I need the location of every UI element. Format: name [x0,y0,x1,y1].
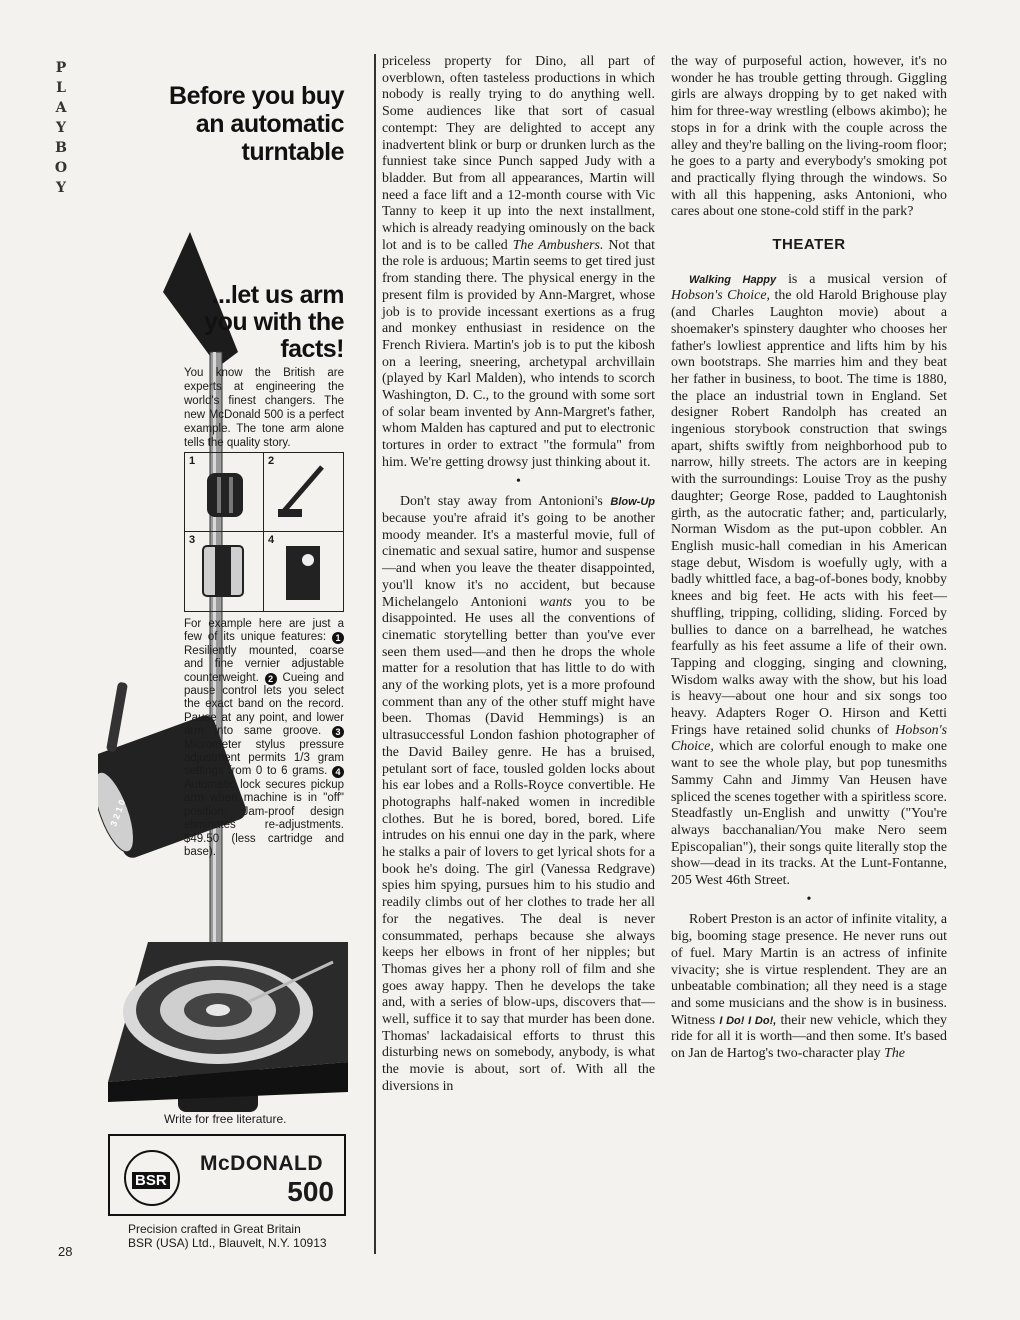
paragraph-text: you to be disappointed. He uses all the conventions of cinematic storytelling better than you've ever seen them used—and then he drops the whole matter for a resolution that has little to do with any of the working plots, yet is a more profound comment than any of the other stuff might have been. Thomas (David Hemmings) is an ultrasuccessful London fashion photographer of the David Bailey genre. He has a bruised, petulant sort of face, tousled golden locks about his ear lobes and a Rolls-Royce convertible. He photographs half-naked women in incredible clothes. But he is bored, bored, bored. Life intrudes on his ennui one day in the park, where he stalks a pair of lovers to get lyrical shots for a book he's doing. The girl (Vanessa Redgrave) spies him spying, pursues him to his studio and readily climbs out of her clothes to trade her all for the negatives. The deal is never consummated, perhaps because she always keeps her elbows in front of her nipples; but Thomas gives her a phony roll of film and she goes away happy. Then he develops the take and, with a series of blow-ups, discovers that—well, suffice it to say that murder has been done. Thomas' lackadaisical efforts to thrust this disturbing news on somebody, anybody, is what the movie is about, sort of. With all the diversions in [382,594,655,1094]
feature-bullet: 3 [332,726,344,738]
vernier-dial-numbers: 3 2 1 0 [108,798,128,828]
emphasis: wants [539,594,572,610]
paragraph-text: Not that the role is arduous; Martin seems to get tired just from standing there. The physical energy in the present film is provided by Ann-Margret, whose job is to provide incessant exertions as a frug and monkey enthusiast in residence on the French Riviera. Martin's job is to put the kibosh on a leering, sneering, archetypal archvillain (played by Karl Malden), who intends to scorch Washington, D. C., to the ground with some sort of solar beam invented by Ann-Margret's father, whom Malden has captured and put to electronic tortures in order to extract "the formula" from him. We're getting drowsy just thinking about it. [382,237,655,470]
paragraph [382,494,655,1095]
paragraph: the way of purposeful action, however, it's no wonder he has trouble getting through. Giggling girls are always dropping by to get naked with him for three-way wrestling (elbows akimbo); he stops in for a drink with the couple across the alley and they're balling on the living-room floor; he goes to a party and everybody's smoking pot and practically flying through the windows. So with all this happening, asks Antonioni, who cares about one stone-cold stiff in the park? [671,54,947,220]
paragraph-text: because you're afraid it's going to be another moody meander. It's a masterful movie, full of cinematic and sexual satire, humor and suspense—and when you leave the theater disappointed, you'll know it's no accident, but because Michelangelo Antonioni [382,510,655,610]
paragraph [671,272,947,890]
show-title: Walking Happy [689,273,777,286]
bsr-logo-text: BSR [132,1172,170,1189]
feature-cell-1 [185,453,264,532]
play-title: Hobson's Choice, [671,722,947,755]
turntable-image [98,932,356,1102]
page-number: 28 [58,1244,73,1259]
article-column-3 [671,54,947,1063]
paragraph-text: Don't stay away from Antonioni's [400,494,603,510]
film-title: The Ambushers. [512,237,604,253]
ad-intro: You know the British are experts at engineering the world's finest changers. The new McDonald 500 is a perfect example. The tone arm alone tells the quality story. [184,367,344,449]
feature-bullet: 1 [332,632,344,644]
paragraph-text: their new vehicle, which they ride for all it is worth—and then some. It's based on Jan de Hartog's two-character play [671,1012,947,1062]
cue-lever-icon [264,453,344,531]
feature-list [184,618,344,859]
feature-cell-number: 1 [189,455,196,467]
ad-headline [164,82,344,166]
ad-headline-text: Before you buy an automatic turntable [169,82,344,166]
paragraph-text: priceless property for Dino, all part of overblown, often tasteless productions in which nobody is really trying to do anything well. Some audiences like that sort of casual contempt: They are delighted to accept any inadvertent blink or burp or drunken lurch as the funniest take since Punch sapped Judy with a bladder. But from all appearances, Martin will need a face lift and a 12-month course with Vic Tanny to keep it up into the next installment, which is already readying ominously on the back lot and is to be called [382,54,655,253]
ad-subhead [194,282,344,363]
brand-name: McDONALD [200,1152,323,1175]
paragraph-text: is a musical version of [788,271,947,287]
feature-text: Automatic lock secures pickup arm when machine is in "off" position. Jam-proof design eliminates re-adjustments. $49.50 (less cartridge and base). [184,778,344,858]
feature-text: Micrometer stylus pressure adjustment permits 1/3 gram settings from 0 to 6 grams. [184,738,344,778]
tagline-text: Precision crafted in Great Britain [128,1222,301,1236]
feature-cell-number: 2 [268,455,275,467]
paragraph [671,912,947,1062]
feature-text: Cueing and pause control lets you select the exact band on the record. Pause at any point, and lower arm into same groove. [184,671,344,738]
play-title: Hobson's Choice, [671,288,770,304]
feature-cell-number: 4 [268,534,275,546]
literature-offer: Write for free literature. [164,1112,287,1126]
features-lead: For example here are just a few of its unique features: [184,618,344,644]
feature-cell-4 [264,532,343,611]
stylus-pressure-icon [185,532,265,610]
feature-cell-2 [264,453,343,532]
feature-cell-number: 3 [189,534,196,546]
ad-subhead-text: ...let us arm you with the facts! [204,281,344,363]
counterweight-icon [185,453,265,531]
bsr-logo [124,1150,180,1206]
film-title: Blow-Up [610,496,655,509]
paragraph [382,54,655,472]
feature-bullet: 2 [265,673,277,685]
section-heading: THEATER [772,236,846,254]
paragraph-text: the old Harold Brighouse play (and Charles Laughton movie) about a shoemaker's spinstery daughter who chooses her father's lowliest apprentice and lifts him by his own bootstraps. She marries him and they beat her father in business, to boot. The time is 1880, the place an industrial town in England. Set designer Robert Randolph has created an ingenious storybook construction that swings apart, shifts swiftly from neighborhood pub to narrow, hilly streets. The actors are in keeping with the surroundings: Louise Troy as the pushy daughter; George Rose, padded to Laughtonish girth, as the autocratic father; and, particularly, Norman Wisdom as the put-upon cobbler. An English music-hall comedian in his American stage debut, Wisdom is woefully ugly, with a badly whittled face, a bag-of-bones body, knobby knees and big feet. He acts with his feet—shuffling, tripping, colliding, sliding. Forced by bullies to dance on a barrelhead, he watches fearfully as his feet assume a life of their own. Tapping and clogging, singing and clowning, Wisdom walks away with the show, but his load is heavy—about one hour and six songs too heavy. Adapters Roger O. Hirson and Ketti Frings have retained solid chunks of [671,288,947,738]
column-rule [374,54,376,1254]
feature-cell-3 [185,532,264,611]
ad-tagline [128,1222,327,1250]
feature-grid [184,452,344,612]
section-divider: • [806,891,812,907]
article-column-2 [382,54,655,1096]
cue-lever [106,682,128,753]
paragraph-text: which are colorful enough to make one want to see the whole play, but pop tunesmiths Sammy Cahn and Jimmy Van Heusen have spliced the scenes together with a spiritless score. Steadfastly un-English and unwitty ("You're always bacchanalian/You make Nero seem Episcopalian"), their songs quite literally stop the show—dead in its tracks. At the Lunt-Fontanne, 205 West 46th Street. [671,739,947,889]
feature-bullet: 4 [332,766,344,778]
section-divider: • [516,473,521,489]
show-title: I Do! I Do!, [719,1014,777,1027]
brand-model-number: 500 [287,1176,334,1207]
brand-logo-box [108,1134,346,1216]
arm-lock-icon [264,532,344,610]
turntable-ad [98,72,356,1272]
feature-text: Resiliently mounted, coarse and fine vernier adjustable counterweight. [184,644,344,684]
play-title: The [884,1046,905,1062]
address-text: BSR (USA) Ltd., Blauvelt, N.Y. 10913 [128,1236,327,1250]
paragraph-text: Robert Preston is an actor of infinite vitality, a big, booming stage presence. He never runs out of fuel. Mary Martin is an actress of infinite vivacity; she is virtue resplendent. They are an unbeatable combination; all they need is a stage and some musicians and the show is in business. Witness [671,912,947,1028]
masthead: PLAYBOY [54,60,68,196]
